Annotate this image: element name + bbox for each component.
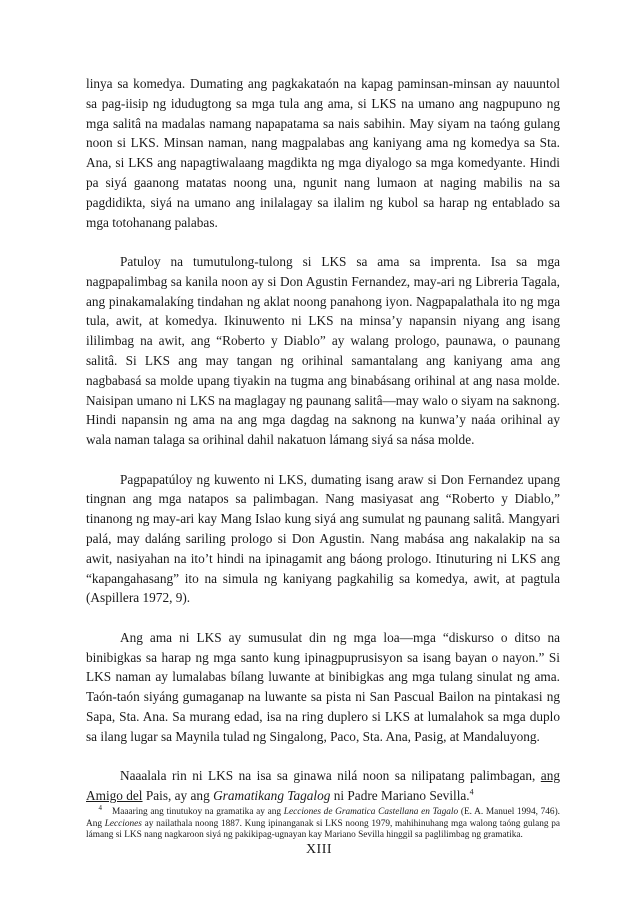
- footnote-italic-title: Lecciones de Gramatica Castellana en Tagalo: [283, 807, 459, 817]
- paragraph-1: linya sa komedya. Dumating ang pagkakataón na kapag paminsan-minsan ay nauuntol sa pag-iisip ng idudugtong sa mga tula ang ama, si LKS na umano ang nagpupuno ng mga salitâ na madalas namang napapatama sa nais sabihin. May siyam na taóng gulang noon si LKS. Minsan naman, nang magpalabas ang kaniyang ama ng komedya sa Sta. Ana, si LKS ang napagtiwalaang magdikta ng mga diyalogo sa mga komedyante. Hindi pa siyá gaanong matatas noong una, ngunit nang lumaon at naging mabilis na sa pagdidikta, siyá na umano ang inilalagay sa ilalim ng kubol sa harap ng entablado sa mga totohanang palabas.: [86, 76, 560, 230]
- paragraph-5-underlined-text: ang Amigo del: [86, 768, 560, 803]
- page-number: XIII: [305, 842, 333, 857]
- footnote-text-before: Maaaring ang tinutukoy na gramatika ay ang: [112, 807, 284, 817]
- paragraph-4: Ang ama ni LKS ay sumusulat din ng mga loa—mga “diskurso o ditso na binibigkas sa harap ng mga santo kung ipinagpuprusisyon sa isang bayan o nayon.” Si LKS naman ay lumalabas bílang luwante at binibigkas ang mga tulang sinulat ng ama. Taón-taón siyáng gumaganap na luwante sa pista ni San Pascual Bailon na pintakasi ng Sapa, Sta. Ana. Sa murang edad, isa na ring duplero si LKS at lumalahok sa mga duplo sa ilang lugar sa Maynila tulad ng Singalong, Paco, Sta. Ana, Pasig, at Mandaluyong.: [86, 629, 560, 744]
- footnote-text-after: ay nailathala noong 1887. Kung ipinanganak si LKS noong 1979, mahihinuhang mga walong taóng gulang pa lámang si LKS nang nagkaroon siyá ng pakikipag-ugnayan kay Mariano Sevilla hinggil sa paglilimbag ng gramatika.: [86, 818, 560, 841]
- paragraph-5-text-after: ni Padre Mariano Sevilla.: [330, 787, 470, 803]
- footnote-reference[interactable]: 4: [469, 787, 474, 797]
- paragraph-5-text-middle: Pais, ay ang: [142, 787, 214, 803]
- footnote-text-middle: (E. A. Manuel 1994, 746). Ang: [86, 807, 560, 829]
- body-text: [86, 74, 560, 806]
- paragraph-2: Patuloy na tumutulong-tulong si LKS sa ama sa imprenta. Isa sa mga nagpapalimbag sa kanila noon ay si Don Agustin Fernandez, may-ari ng Libreria Tagala, ang pinakamalakíng tindahan ng aklat noong panahong iyon. Nagpapalathala ito ng mga tula, awit, at komedya. Ikinuwento ni LKS na minsa’y napansin niyang ang isang ililimbag na awit, ang “Roberto y Diablo” ay walang prologo, paunawa, o paunang salitâ. Si LKS ang may tangan ng orihinal samantalang ang kaniyang ama ang nagbabasá sa molde upang tiyakin na tugma ang binabásang orihinal at ang nasa molde. Naisipan umano ni LKS na maglagay ng paunang salitâ—may walo o siyam na saknong. Hindi napansin ng ama na ang mga dagdag na saknong na kunwa’y naáa orihinal ay wala naman talaga sa orihinal dahil nakatuon lámang siyá sa nása molde.: [86, 253, 560, 448]
- footnote: 4 Maaaring ang tinutukoy na gramatika ay ang Lecciones de Gramatica Castellana en Tagalo (E. A. Manuel 1994, 746). Ang Lecciones ay nailathala noong 1887. Kung ipinanganak si LKS noong 1979, mahihinuhang mga walong taóng gulang pa lámang si LKS nang nagkaroon siyá ng pakikipag-ugnayan kay Mariano Sevilla hinggil sa paglilimbag ng gramatika.: [86, 803, 560, 841]
- paragraph-5-text-before: Naaalala rin ni LKS na isa sa ginawa nilá noon sa nilipatang palimbagan,: [120, 768, 541, 784]
- book-title-italic: Gramatikang Tagalog: [213, 787, 331, 803]
- footnote-italic-lecciones: Lecciones: [104, 818, 142, 829]
- paragraph-3: Pagpapatúloy ng kuwento ni LKS, dumating isang araw si Don Fernandez upang tingnan ang mga natapos sa palimbagan. Nang masiyasat ang “Roberto y Diablo,” tinanong ng may-ari kay Mang Islao kung siyá ang sumulat ng paunang salitâ. Mangyari palá, may daláng sariling prologo si Don Agustin. Nang mabása ang nakalakip na sa awit, nasiyahan na ito’t hindi na ipinagamit ang báong prologo. Itinuturing ni LKS ang “kapangahasang” ito na simula ng kaniyang pagkahilig sa komedya, awit, at pagtula (Aspillera 1972, 9).: [86, 471, 560, 606]
- paragraph-5: [86, 766, 560, 806]
